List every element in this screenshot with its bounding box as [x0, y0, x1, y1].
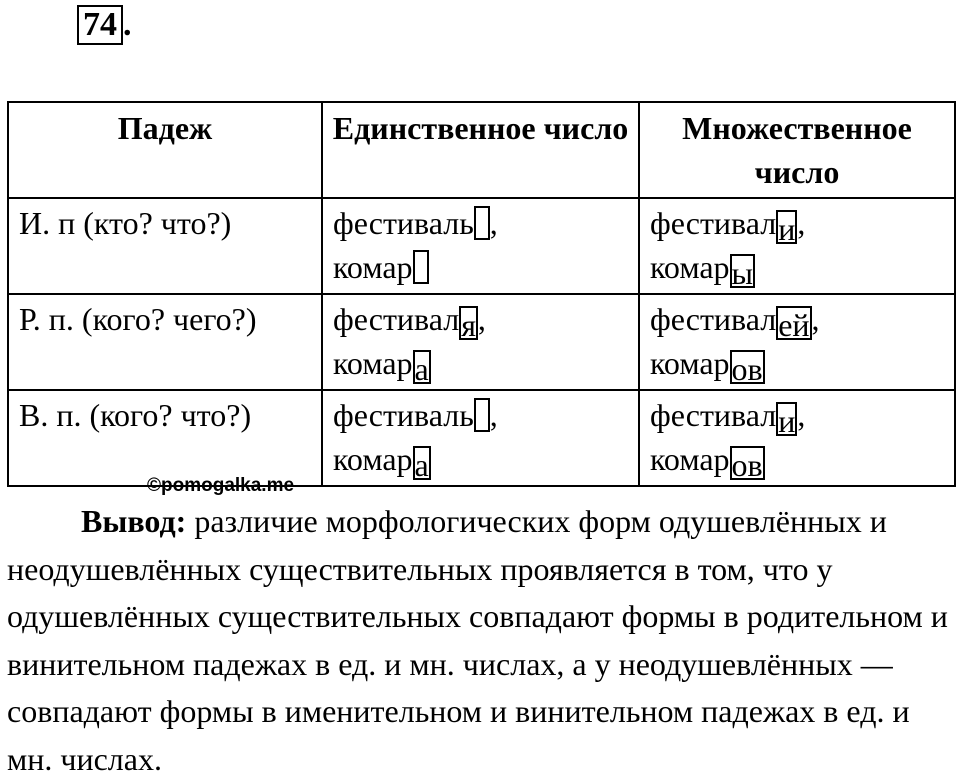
ending-box: а	[414, 447, 429, 483]
exercise-number-box	[77, 5, 123, 45]
singular-cell	[322, 198, 639, 294]
word-stem: фестивал	[650, 301, 777, 337]
case-cell: Р. п. (кого? чего?)	[8, 294, 322, 390]
word-form	[650, 201, 944, 245]
singular-cell	[322, 294, 639, 390]
word-stem: комар	[650, 441, 730, 477]
word-form	[333, 297, 628, 341]
punctuation: ,	[797, 397, 806, 433]
ending-box	[474, 398, 490, 432]
word-form	[333, 341, 628, 385]
word-form	[333, 201, 628, 245]
punctuation: ,	[489, 397, 498, 433]
ending-box: ов	[731, 447, 763, 483]
word-stem: фестиваль	[333, 205, 474, 241]
word-stem: комар	[333, 345, 413, 381]
header-plural: Множественное число	[639, 102, 955, 198]
header-singular: Единственное число	[322, 102, 639, 198]
punctuation: ,	[811, 301, 820, 337]
word-stem: комар	[333, 249, 413, 285]
word-stem: фестиваль	[333, 397, 474, 433]
ending-box: ей	[778, 307, 810, 343]
plural-cell	[639, 294, 955, 390]
ending-box	[474, 206, 490, 240]
plural-cell	[639, 198, 955, 294]
word-stem: фестивал	[650, 205, 777, 241]
punctuation: ,	[797, 205, 806, 241]
word-stem: комар	[650, 345, 730, 381]
punctuation: ,	[477, 301, 486, 337]
ending-box	[413, 250, 429, 284]
conclusion-label: Вывод:	[81, 503, 187, 539]
ending-box: и	[778, 211, 796, 247]
table-row	[8, 198, 955, 294]
table-row	[8, 390, 955, 486]
word-form	[650, 341, 944, 385]
case-cell: В. п. (кого? что?)	[8, 390, 322, 486]
ending-box: и	[778, 403, 796, 439]
word-form	[650, 297, 944, 341]
word-form	[333, 437, 628, 481]
word-stem: комар	[333, 441, 413, 477]
ending-box: а	[414, 351, 429, 387]
conclusion-text: различие морфологических форм одушевлённых и неодушевлённых существительных проявляется в том, что у одушевлённых существительных совпадают формы в родительном и винительном падежах в ед. и мн. числах, а у неодушевлённых — совпадают формы в именительном и винительном падежах в ед. и мн. числах.	[7, 503, 948, 777]
word-form	[333, 245, 628, 289]
watermark: ©pomogalka.me	[147, 475, 295, 496]
exercise-number-dot: .	[123, 6, 132, 43]
header-case: Падеж	[8, 102, 322, 198]
exercise-number-value: 74	[83, 6, 117, 43]
word-stem: комар	[650, 249, 730, 285]
exercise-number	[77, 5, 132, 45]
word-stem: фестивал	[650, 397, 777, 433]
word-form	[650, 437, 944, 481]
ending-box: я	[461, 307, 476, 343]
table-row	[8, 294, 955, 390]
punctuation: ,	[489, 205, 498, 241]
case-cell: И. п (кто? что?)	[8, 198, 322, 294]
word-form	[650, 245, 944, 289]
word-form	[650, 393, 944, 437]
declension-table	[7, 101, 956, 487]
conclusion-paragraph	[7, 498, 952, 783]
word-stem: фестивал	[333, 301, 460, 337]
word-form	[333, 393, 628, 437]
plural-cell	[639, 390, 955, 486]
ending-box: ы	[731, 255, 754, 291]
singular-cell	[322, 390, 639, 486]
ending-box: ов	[731, 351, 763, 387]
table-header-row	[8, 102, 955, 198]
